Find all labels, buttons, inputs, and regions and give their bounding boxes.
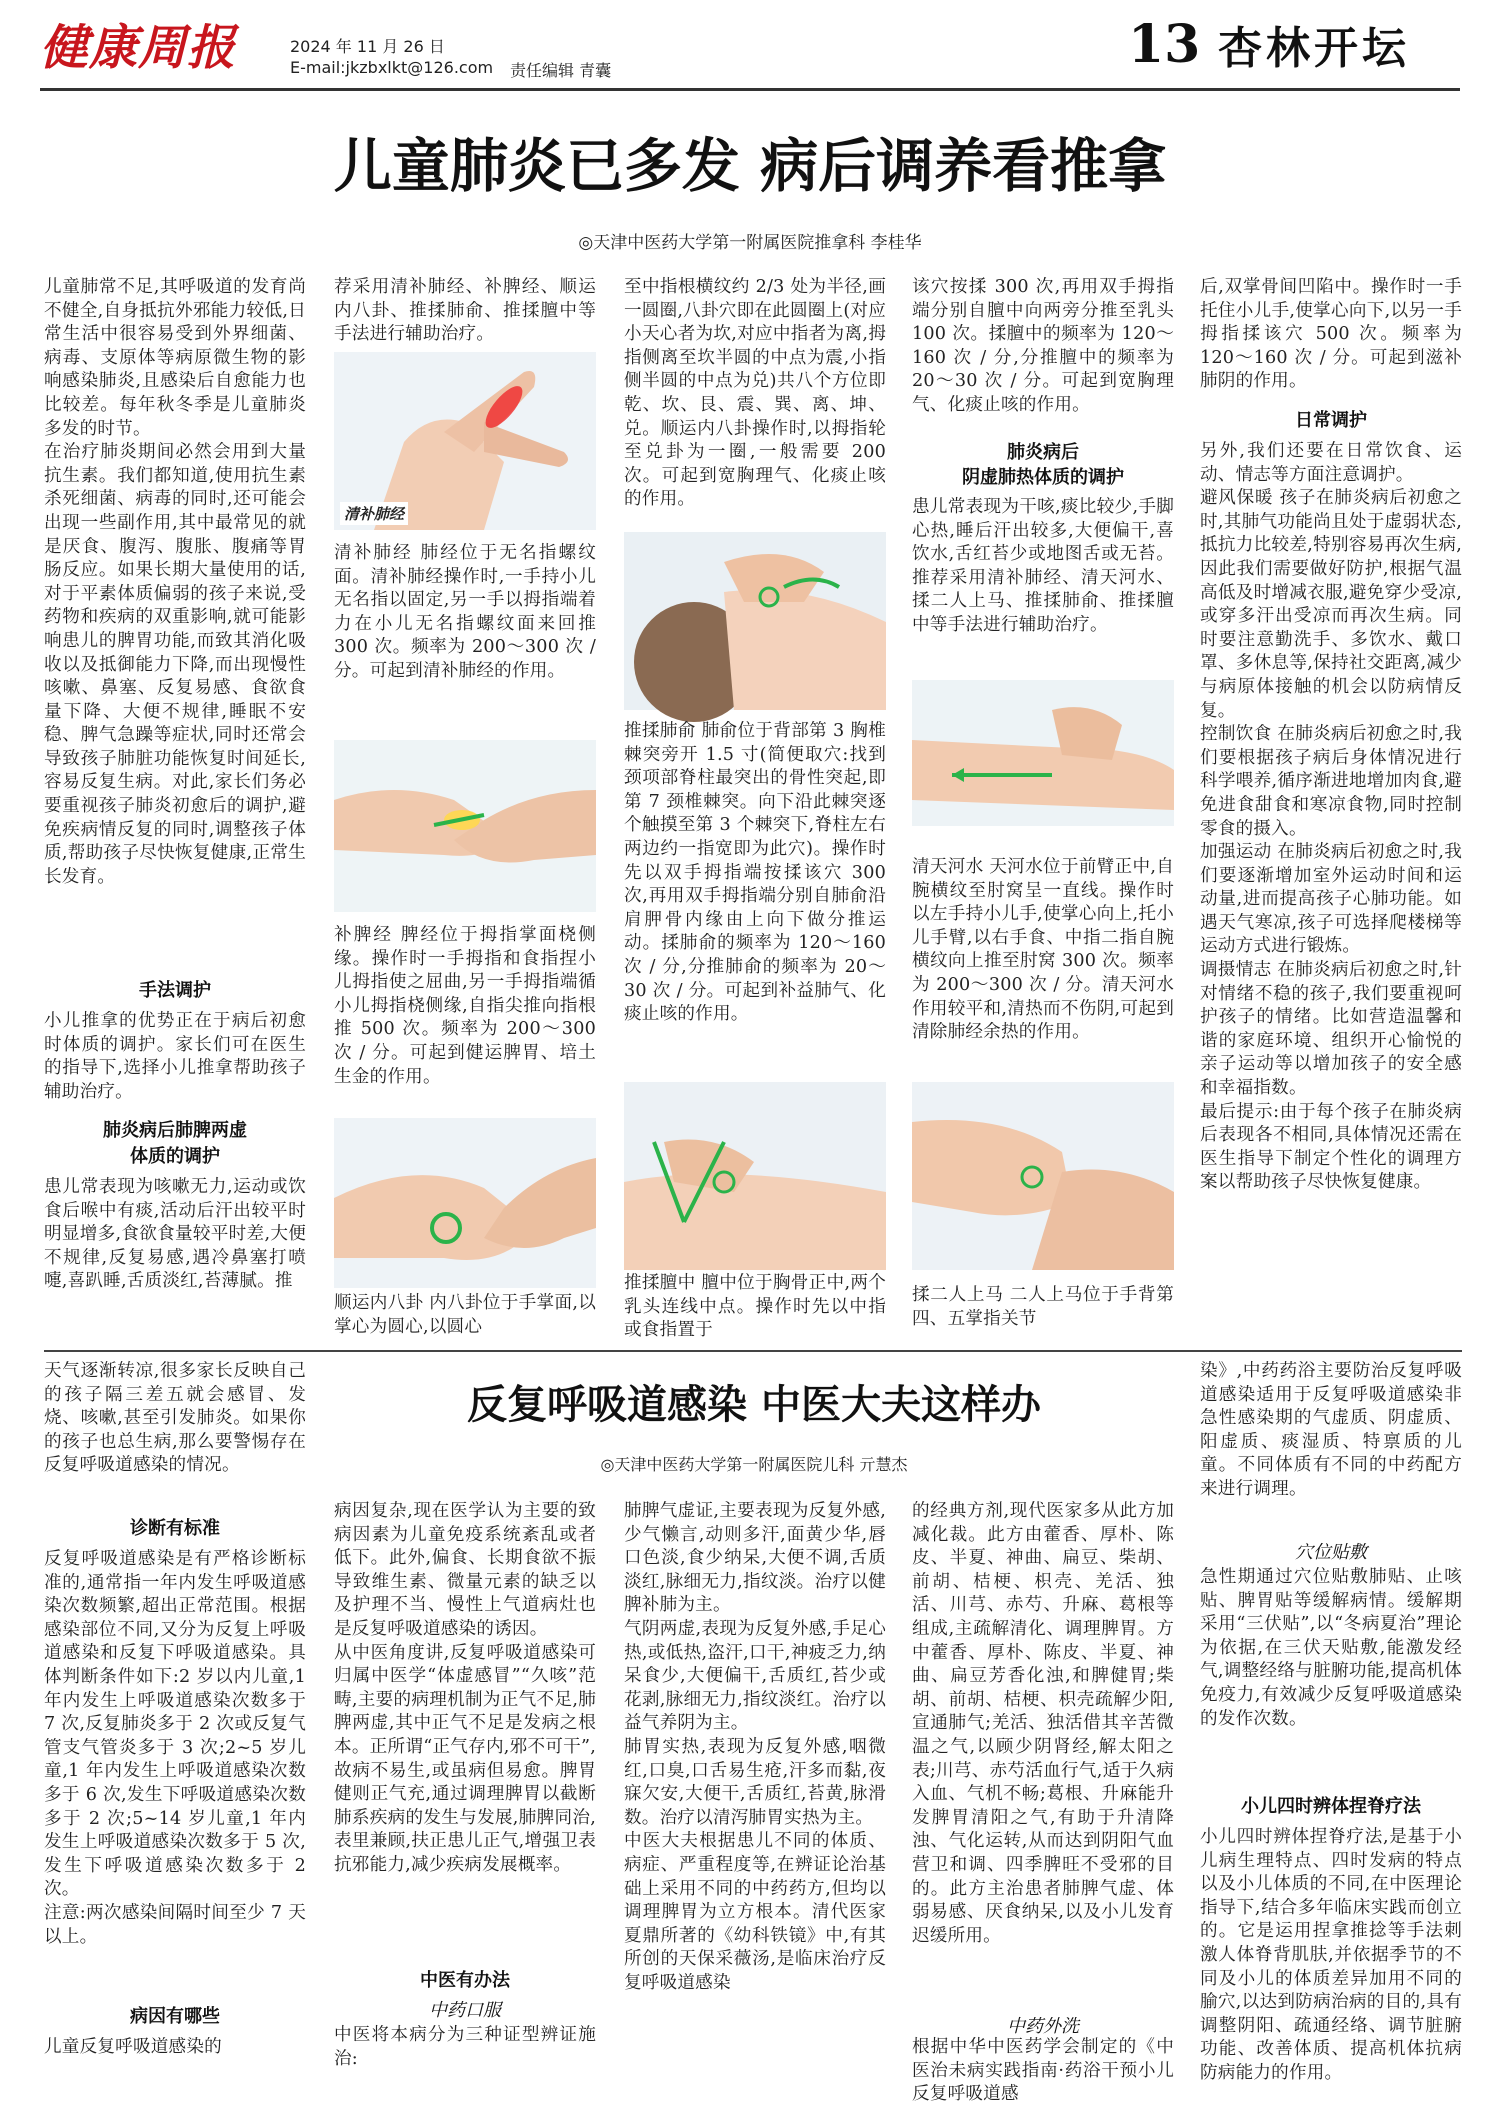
article1-col1-text-intro: 儿童肺常不足,其呼吸道的发育尚不健全,自身抵抗外邪能力较低,日常生活中很容易受到外界细菌、病毒、支原体等病原微生物的影响感染肺炎,且感染后自愈能力也比较差。每年秋冬季是儿童肺炎多发的时节。 在治疗肺炎期间必然会用到大量抗生素。我们都知道,使用抗生素杀死细菌、病毒的同时,还可能会出现一些副作用,其中最常见的就是厌食、腹泻、腹胀、腹痛等胃肠反应。如果长期大量使用的话,对于平素体质偏弱的孩子来说,受药物和疾病的双重影响,就可能影响患儿的脾胃功能,而致其消化吸收以及抵御能力下降,而出现慢性咳嗽、鼻塞、反复易感、食欲食量下降、大便不规律,睡眠不安稳、脾气急躁等症状,同时还常会导致孩子肺脏功能恢复时间延长,容易反复生病。对此,家长们务必要重视孩子肺炎初愈后的调护,避免疾病情反复的同时,调整孩子体质,帮助孩子尽快恢复健康,正常生长发育。 — [44, 277, 306, 887]
issue-date: 2024 年 11 月 26 日 — [290, 37, 445, 56]
contact-email: E-mail:jkzbxlkt@126.com — [290, 58, 494, 77]
page-number: 13 — [1128, 14, 1201, 75]
article1-heading-daily-care: 日常调护 — [1295, 410, 1367, 431]
article2-heading-tcm-methods: 中医有办法 — [420, 1970, 510, 1991]
article1-col1-text-symptoms: 患儿常表现为咳嗽无力,运动或饮食后喉中有痰,活动后汗出较平时明显增多,食欲食量较平时差,大便不规律,反复易感,遇冷鼻塞打喷嚏,喜趴睡,舌质淡红,苔薄腻。推 — [44, 1177, 306, 1292]
article2-title: 反复呼吸道感染 中医大夫这样办 — [467, 1382, 1041, 1428]
article2-col2-text-causes: 病因复杂,现在医学认为主要的致病因素为儿童免疫系统紊乱或者低下。此外,偏食、长期食欲不振导致维生素、微量元素的缺乏以及护理不当、慢性上气道病灶也是反复呼吸道感染的诱因。 从中医角度讲,反复呼吸道感染可归属中医学“体虚感冒”“久咳”范畴,主要的病理机制为正气不足,肺脾两虚,其中正气不足是发病之根本。正所谓“正气存内,邪不可干”,故病不易生,或虽病但易愈。脾胃健则正气充,通过调理脾胃以截断肺系疾病的发生与发展,肺脾同治,表里兼顾,扶正患儿正气,增强卫表抗邪能力,减少疾病发展概率。 — [334, 1501, 596, 1875]
article1-col4-text-ermashang: 揉二人上马 二人上马位于手背第四、五掌指关节 — [912, 1285, 1174, 1329]
hand-back-massage-photo — [912, 1082, 1174, 1270]
hand-back-illustration — [912, 1082, 1174, 1270]
article-divider — [44, 1350, 1462, 1352]
article1-col2-text-neibagua: 顺运内八卦 内八卦位于手掌面,以掌心为圆心,以圆心 — [334, 1293, 596, 1337]
section-name: 杏林开坛 — [1218, 23, 1410, 74]
article1-col3-text-feishu: 推揉肺俞 肺俞位于背部第 3 胸椎棘突旁开 1.5 寸(简便取穴:找到颈项部脊柱最突出的骨性突起,即第 7 颈椎棘突。向下沿此棘突逐个触摸至第 3 个棘突下,脊柱左右两边约一指宽即为此穴)。操作时先以双手拇指端按揉该穴 300 次,再用双手拇指端分别自肺俞沿肩胛骨内缘由上向下做分推运动。揉肺俞的频率为 120～160 次 / 分,分推肺俞的频率为 20～30 次 / 分。可起到补益肺气、化痰止咳的作用。 — [624, 721, 886, 1025]
article2-col4-text-wash: 根据中华中医药学会制定的《中医治未病实践指南·药浴干预小儿反复呼吸道感 — [912, 2037, 1174, 2105]
article1-col5-text-daily: 另外,我们还要在日常饮食、运动、情志等方面注意调护。 避风保暖 孩子在肺炎病后初愈之时,其肺气功能尚且处于虚弱状态,抵抗力比较差,特别容易再次生病,因此我们需要做好防护,根据气温高低及时增减衣服,避免穿少受凉,或穿多汗出受凉而再次生病。同时要注意勤洗手、多饮水、戴口罩、多休息等,保持社交距离,减少与病原体接触的机会以防病情反复。 控制饮食 在肺炎病后初愈之时,我们要根据孩子病后身体情况进行科学喂养,循序渐进地增加肉食,避免进食甜食和寒凉食物,同时控制零食的摄入。 加强运动 在肺炎病后初愈之时,我们要逐渐增加室外运动时间和运动量,进而提高孩子心肺功能。如遇天气寒凉,孩子可选择爬楼梯等运动方式进行锻炼。 调摄情志 在肺炎病后初愈之时,针对情绪不稳的孩子,我们要重视呵护孩子的情绪。比如营造温馨和谐的家庭环境、组织开心愉悦的亲子运动等以增加孩子的安全感和幸福指数。 最后提示:由于每个孩子在肺炎病后表现各不相同,具体情况还需在医生指导下制定个性化的调理方案以帮助孩子尽快恢复健康。 — [1200, 441, 1462, 1193]
header-rule — [40, 88, 1460, 91]
newspaper-logo: 健康周报 — [40, 20, 237, 76]
article1-heading-yin-deficiency: 肺炎病后 阴虚肺热体质的调护 — [962, 442, 1124, 488]
article1-col2-text-qingbu-feijing: 清补肺经 肺经位于无名指螺纹面。清补肺经操作时,一手持小儿无名指以固定,另一手以拇指端着力在小儿无名指螺纹面来回推 300 次。频率为 200～300 次 / 分。可起到清补肺经的作用。 — [334, 543, 596, 681]
article2-author: ◎天津中医药大学第一附属医院儿科 亓慧杰 — [600, 1455, 908, 1474]
palm-massage-photo — [334, 740, 596, 912]
article1-col3-text-bagua: 至中指根横纹约 2/3 处为半径,画一圆圈,八卦穴即在此圆圈上(对应小天心者为坎,对应中指者为离,拇指侧离至坎半圆的中点为震,小指侧半圆的中点为兑)共八个方位即乾、坎、艮、震、巽、离、坤、兑。顺运内八卦操作时,以拇指轮至兑卦为一圈,一般需要 200 次。可起到宽胸理气、化痰止咳的作用。 — [624, 277, 886, 510]
article2-col5-text-spine: 小儿四时辨体捏脊疗法,是基于小儿病生理特点、四时发病的特点以及小儿体质的不同,在中医理论指导下,结合多年临床实践而创立的。它是运用捏拿推捻等手法刺激人体脊背肌肤,并依据季节的不同及小儿的体质差异加用不同的腧穴,以达到防病治病的目的,具有调整阴阳、疏通经络、调节脏腑功能、改善体质、提高机体抗病防病能力的作用。 — [1200, 1827, 1462, 2083]
article1-col5-text-ermashang-cont: 后,双掌骨间凹陷中。操作时一手托住小儿手,使掌心向下,以另一手拇指揉该穴 500 次。频率为 120～160 次 / 分。可起到滋补肺阴的作用。 — [1200, 277, 1462, 392]
article1-heading-massage-care: 手法调护 — [139, 980, 211, 1001]
chest-massage-illustration — [624, 1082, 886, 1270]
article1-col3-text-danzhong: 推揉膻中 膻中位于胸骨正中,两个乳头连线中点。操作时先以中指或食指置于 — [624, 1273, 886, 1341]
palm-massage-illustration — [334, 740, 596, 912]
photo-caption-qingbu-feijing: 清补肺经 — [340, 502, 408, 525]
forearm-massage-illustration — [912, 680, 1174, 826]
back-massage-photo — [624, 532, 886, 710]
palm-circle-massage-photo — [334, 1118, 596, 1288]
article1-col1-text-massage: 小儿推拿的优势正在于病后初愈时体质的调护。家长们可在医生的指导下,选择小儿推拿帮助孩子辅助治疗。 — [44, 1011, 306, 1102]
article2-col2-text-oral: 中医将本病分为三种证型辨证施治: — [334, 2025, 596, 2069]
forearm-massage-photo — [912, 680, 1174, 826]
article1-author: ◎天津中医药大学第一附属医院推拿科 李桂华 — [578, 233, 922, 253]
article1-col2-text-methods: 荐采用清补肺经、补脾经、顺运内八卦、推揉肺俞、推揉膻中等手法进行辅助治疗。 — [334, 277, 596, 345]
article1-col4-text-tianheshui: 清天河水 天河水位于前臂正中,自腕横纹至肘窝呈一直线。操作时以左手持小儿手,使掌心向上,托小儿手臂,以右手食、中指二指自腕横纹向上推至肘窝 300 次。频率为 200～300 次 / 分。清天河水作用较平和,清热而不伤阴,可起到清除肺经余热的作用。 — [912, 857, 1174, 1043]
article2-heading-oral-medicine: 中药口服 — [429, 2000, 501, 2021]
responsible-editor: 责任编辑 青囊 — [510, 61, 612, 80]
article2-col3-text-syndromes: 肺脾气虚证,主要表现为反复外感,少气懒言,动则多汗,面黄少华,唇口色淡,食少纳呆,大便不调,舌质淡红,脉细无力,指纹淡。治疗以健脾补肺为主。 气阴两虚,表现为反复外感,手足心热,或低热,盗汗,口干,神疲乏力,纳呆食少,大便偏干,舌质红,苔少或花剥,脉细无力,指纹淡红。治疗以益气养阴为主。 肺胃实热,表现为反复外感,咽微红,口臭,口舌易生疮,汗多而黏,夜寐欠安,大便干,舌质红,苔黄,脉滑数。治疗以清泻肺胃实热为主。 中医大夫根据患儿不同的体质、病症、严重程度等,在辨证论治基础上采用不同的中药药方,但均以调理脾胃为立方根本。清代医家夏鼎所著的《幼科铁镜》中,有其所创的天保采薇汤,是临床治疗反复呼吸道感染 — [624, 1501, 886, 1993]
article1-col2-text-bu-pijing: 补脾经 脾经位于拇指掌面桡侧缘。操作时一手拇指和食指捏小儿拇指使之屈曲,另一手拇指端循小儿拇指桡侧缘,自指尖推向指根推 500 次。频率为 200～300 次 / 分。可起到健运脾胃、培土生金的作用。 — [334, 925, 596, 1087]
article2-col1-text-causes: 儿童反复呼吸道感染的 — [44, 2037, 222, 2057]
article2-heading-causes: 病因有哪些 — [130, 2006, 220, 2027]
article2-heading-diagnosis: 诊断有标准 — [130, 1518, 220, 1539]
article1-title: 儿童肺炎已多发 病后调养看推拿 — [333, 132, 1167, 200]
article2-heading-external-wash: 中药外洗 — [1007, 2016, 1079, 2037]
back-massage-illustration — [624, 532, 886, 710]
article1-col4-text-symptoms: 患儿常表现为干咳,痰比较少,手脚心热,睡后汗出较多,大便偏干,喜饮水,舌红苔少或地图舌或无苔。推荐采用清补肺经、清天河水、揉二人上马、推揉肺俞、推揉膻中等手法进行辅助治疗。 — [912, 497, 1174, 635]
chest-massage-photo — [624, 1082, 886, 1270]
article2-col5-text-bath: 染》,中药药浴主要防治反复呼吸道感染适用于反复呼吸道感染非急性感染期的气虚质、阴虚质、阳虚质、痰湿质、特禀质的儿童。不同体质有不同的中药配方来进行调理。 — [1200, 1361, 1462, 1499]
article1-col4-text-danzhong-cont: 该穴按揉 300 次,再用双手拇指端分别自膻中向两旁分推至乳头 100 次。揉膻中的频率为 120～160 次 / 分,分推膻中的频率为 20～30 次 / 分。可起到宽胸理气、化痰止咳的作用。 — [912, 277, 1174, 415]
palm-circle-illustration — [334, 1118, 596, 1288]
article2-col1-text-diagnosis: 反复呼吸道感染是有严格诊断标准的,通常指一年内发生呼吸道感染次数频繁,超出正常范围。根据感染部位不同,又分为反复上呼吸道感染和反复下呼吸道感染。具体判断条件如下:2 岁以内儿童,1 年内发生上呼吸道感染次数多于 7 次,反复肺炎多于 2 次或反复气管支气管炎多于 3 次;2~5 岁儿童,1 年内发生上呼吸道感染次数多于 6 次,发生下呼吸道感染次数多于 2 次;5~14 岁儿童,1 年内发生上呼吸道感染次数多于 5 次,发生下呼吸道感染次数多于 2 次。 注意:两次感染间隔时间至少 7 天以上。 — [44, 1549, 306, 1947]
article2-col5-text-acupoint: 急性期通过穴位贴敷肺贴、止咳贴、脾胃贴等缓解病情。缓解期采用“三伏贴”,以“冬病夏治”理论为依据,在三伏天贴敷,能激发经气,调整经络与脏腑功能,提高机体免疫力,有效减少反复呼吸道感染的发作次数。 — [1200, 1567, 1462, 1729]
article1-heading-lung-spleen: 肺炎病后肺脾两虚 体质的调护 — [103, 1120, 247, 1167]
article2-heading-acupoint: 穴位贴敷 — [1295, 1542, 1367, 1563]
article2-col4-text-formula: 的经典方剂,现代医家多从此方加减化裁。此方由藿香、厚朴、陈皮、半夏、神曲、扁豆、柴胡、前胡、桔梗、枳壳、羌活、独活、川芎、赤芍、升麻、葛根等组成,主疏解清化、调理脾胃。方中藿香、厚朴、陈皮、半夏、神曲、扁豆芳香化浊,和脾健胃;柴胡、前胡、桔梗、枳壳疏解少阳,宣通肺气;羌活、独活借其辛苦微温之气,以顾少阴肾经,解太阳之表;川芎、赤芍活血行气,适于久病入血、气机不畅;葛根、升麻能升发脾胃清阳之气,有助于升清降浊、气化运转,从而达到阴阳气血营卫和调、四季脾旺不受邪的目的。此方主治患者肺脾气虚、体弱易感、厌食纳呆,以及小儿发育迟缓所用。 — [912, 1501, 1174, 1946]
article2-heading-spine-pinching: 小儿四时辨体捏脊疗法 — [1241, 1796, 1421, 1817]
article2-col1-text-intro: 天气逐渐转凉,很多家长反映自己的孩子隔三差五就会感冒、发烧、咳嗽,甚至引发肺炎。如果你的孩子也总生病,那么要警惕存在反复呼吸道感染的情况。 — [44, 1361, 306, 1476]
hand-finger-massage-photo — [334, 352, 596, 530]
